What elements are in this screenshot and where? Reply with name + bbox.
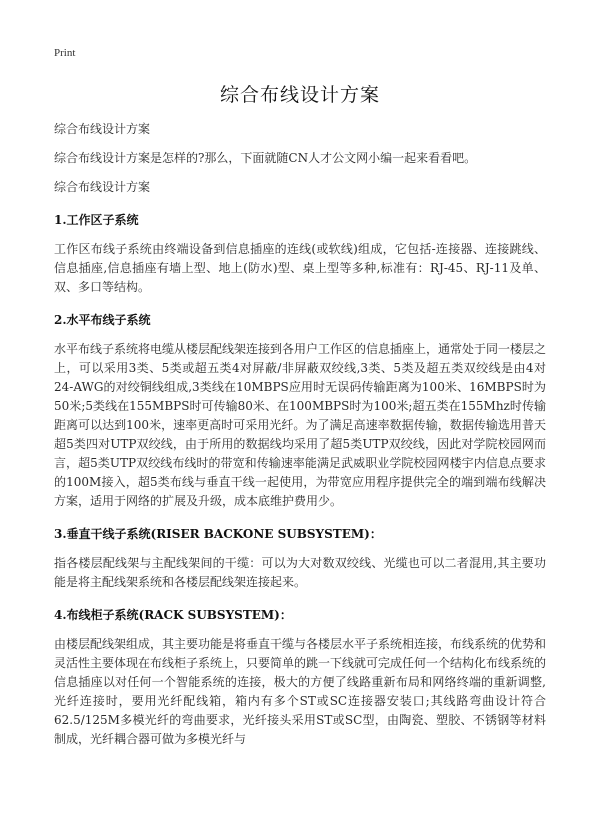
intro-line-1: 综合布线设计方案 [54,122,151,136]
section-heading-2: 2.水平布线子系统 [54,313,151,327]
section-heading-4: 4.布线柜子系统(RACK SUBSYSTEM)： [54,608,292,622]
document-body [54,120,546,761]
section-body-1: 工作区布线子系统由终端设备到信息插座的连线(或软线)组成，它包括-连接器、连接跳线、信息插座,信息插座有墙上型、地上(防水)型、桌上型等多种,标准有：RJ-45、RJ-11及单、双、多口等结构。 [54,242,546,294]
section-body-4: 由楼层配线架组成，其主要功能是将垂直干缆与各楼层水平子系统相连接，布线系统的优势和灵活性主要体现在布线柜子系统上，只要简单的跳一下线就可完成任何一个结构化布线系统的信息插座以对任何一个智能系统的连接，极大的方便了线路重新布局和网络终端的重新调整,光纤连接时，要用光纤配线箱，箱内有多个ST或SC连接器安装口;其线路弯曲设计符合62.5/125M多模光纤的弯曲要求，光纤接头采用ST或SC型，由陶瓷、塑胶、不锈钢等材料制成，光纤耦合器可做为多模光纤与 [54,637,547,746]
section-heading-3: 3.垂直干线子系统(RISER BACKONE SUBSYSTEM)： [54,527,382,541]
section-heading-1: 1.工作区子系统 [54,213,139,227]
intro-line-2: 综合布线设计方案是怎样的?那么，下面就随CN人才公文网小编一起来看看吧。 [54,151,477,165]
intro-line-3: 综合布线设计方案 [54,180,151,194]
print-link[interactable]: Print [54,47,76,59]
document-title: 综合布线设计方案 [219,84,380,106]
section-body-3: 指各楼层配线架与主配线架间的干缆：可以为大对数双绞线、光缆也可以二者混用,其主要功能是将主配线架系统和各楼层配线架连接起来。 [54,556,546,589]
section-body-2: 水平布线子系统将电缆从楼层配线架连接到各用户工作区的信息插座上，通常处于同一楼层之上，可以采用3类、5类或超五类4对屏蔽/非屏蔽双绞线,3类、5类及超五类双绞线是由4对24-AWG的对绞铜线组成,3类线在10MBPS应用时无误码传输距离为100米、16MBPS时为50米;5类线在155MBPS时可传输80米、在100MBPS时为100米;超五类在155Mhz时传输距离可以达到100米，速率更高时可采用光纤。为了满足高速率数据传输，数据传输选用普天超5类四对UTP双绞线，由于所用的数据线均采用了超5类UTP双绞线，因此对学院校园网而言，超5类UTP双绞线布线时的带宽和传输速率能满足武威职业学院校园网楼宇内信息点要求的100M接入，超5类布线与垂直干线一起使用，为带宽应用程序提供完全的端到端布线解决方案，适用于网络的扩展及升级，成本底维护费用少。 [54,342,547,508]
